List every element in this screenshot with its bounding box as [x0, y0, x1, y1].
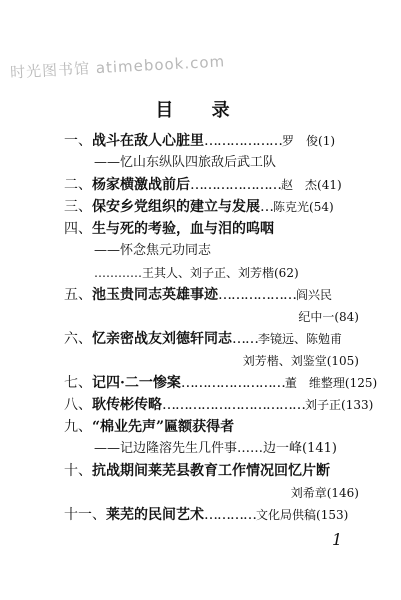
entry-page: (1) — [318, 134, 336, 148]
toc-entry — [64, 394, 374, 416]
entry-number: 二、 — [64, 177, 92, 193]
toc-subtitle: ——怀念焦元功同志 — [94, 243, 212, 258]
toc-continued-authors: 刘希章(146) — [290, 486, 359, 500]
entry-page: (41) — [317, 178, 342, 192]
entry-page: (153) — [316, 508, 349, 522]
leader-dots: ……………… — [204, 133, 282, 149]
toc-subtitle: ——忆山东纵队四旅敌后武工队 — [94, 155, 277, 170]
toc-entry — [64, 460, 359, 482]
leader-dots: …………………… — [180, 375, 285, 391]
toc-entry — [64, 218, 359, 240]
entry-title: 杨家横激战前后 — [92, 177, 190, 193]
toc-entry — [64, 130, 359, 152]
toc-entry — [64, 504, 359, 526]
entry-author: 董 维整理 — [284, 376, 345, 390]
entry-number: 十、 — [64, 463, 92, 479]
leader-dots: …………………………… — [162, 397, 305, 413]
entry-number: 五、 — [64, 287, 92, 303]
entry-author: 刘子正 — [305, 398, 342, 412]
page-number: 1 — [332, 530, 343, 549]
entry-number: 六、 — [64, 331, 92, 347]
entry-number: 八、 — [64, 397, 92, 413]
entry-title: 保安乡党组织的建立与发展 — [92, 199, 260, 215]
leader-dots: ……………… — [218, 287, 296, 303]
leader-dots: … — [260, 199, 273, 215]
watermark: 时光图书馆 atimebook.com — [9, 52, 226, 82]
entry-title: 战斗在敌人心脏里 — [92, 133, 204, 149]
entry-title: 生与死的考验，血与泪的呜咽 — [92, 221, 274, 237]
toc-entry — [64, 416, 359, 438]
entry-page: (133) — [341, 398, 374, 412]
toc-continued-authors: 刘芳楷、刘鉴堂(105) — [242, 354, 359, 368]
entry-number: 三、 — [64, 199, 92, 215]
toc-entry — [64, 174, 359, 196]
toc-entry — [64, 196, 359, 218]
entry-title: 莱芜的民间艺术 — [106, 507, 204, 523]
toc-entry — [64, 372, 378, 394]
entry-author: 阎兴民 — [296, 288, 333, 302]
entry-title: 池玉贵同志英雄事迹 — [92, 287, 218, 303]
toc-authors-line: …………王其人、刘子正、刘芳楷(62) — [94, 266, 299, 280]
entry-author: 文化局供稿 — [256, 508, 317, 522]
entry-number: 七、 — [64, 375, 92, 391]
entry-author: 罗 俊 — [282, 134, 319, 148]
entry-author: 李镜远、陈勉甫 — [258, 332, 343, 346]
entry-page: (54) — [309, 200, 334, 214]
entry-number: 十一、 — [64, 507, 106, 523]
entry-number: 九、 — [64, 419, 92, 435]
entry-number: 一、 — [64, 133, 92, 149]
toc-entry — [64, 328, 359, 350]
entry-title: 忆亲密战友刘德轩同志 — [92, 331, 232, 347]
entry-author: 赵 杰 — [281, 178, 318, 192]
table-of-contents — [64, 130, 378, 526]
page-title: 目 录 — [155, 100, 246, 121]
entry-number: 四、 — [64, 221, 92, 237]
toc-continued-authors: 纪中一(84) — [298, 310, 359, 324]
leader-dots: ………………… — [190, 177, 281, 193]
entry-title: 抗战期间莱芜县教育工作情况回忆片断 — [92, 463, 330, 479]
entry-title: 耿传彬传略 — [92, 397, 162, 413]
entry-page: (125) — [344, 376, 378, 390]
leader-dots: …… — [232, 331, 258, 347]
toc-subtitle: ——记边隆溶先生几件事……边一峰(141) — [94, 441, 337, 456]
entry-title: 记四·二一惨案 — [92, 375, 181, 391]
entry-title: “棉业先声”匾额获得者 — [92, 419, 235, 435]
toc-entry — [64, 284, 359, 306]
entry-author: 陈克光 — [273, 200, 310, 214]
leader-dots: ………… — [204, 507, 256, 523]
